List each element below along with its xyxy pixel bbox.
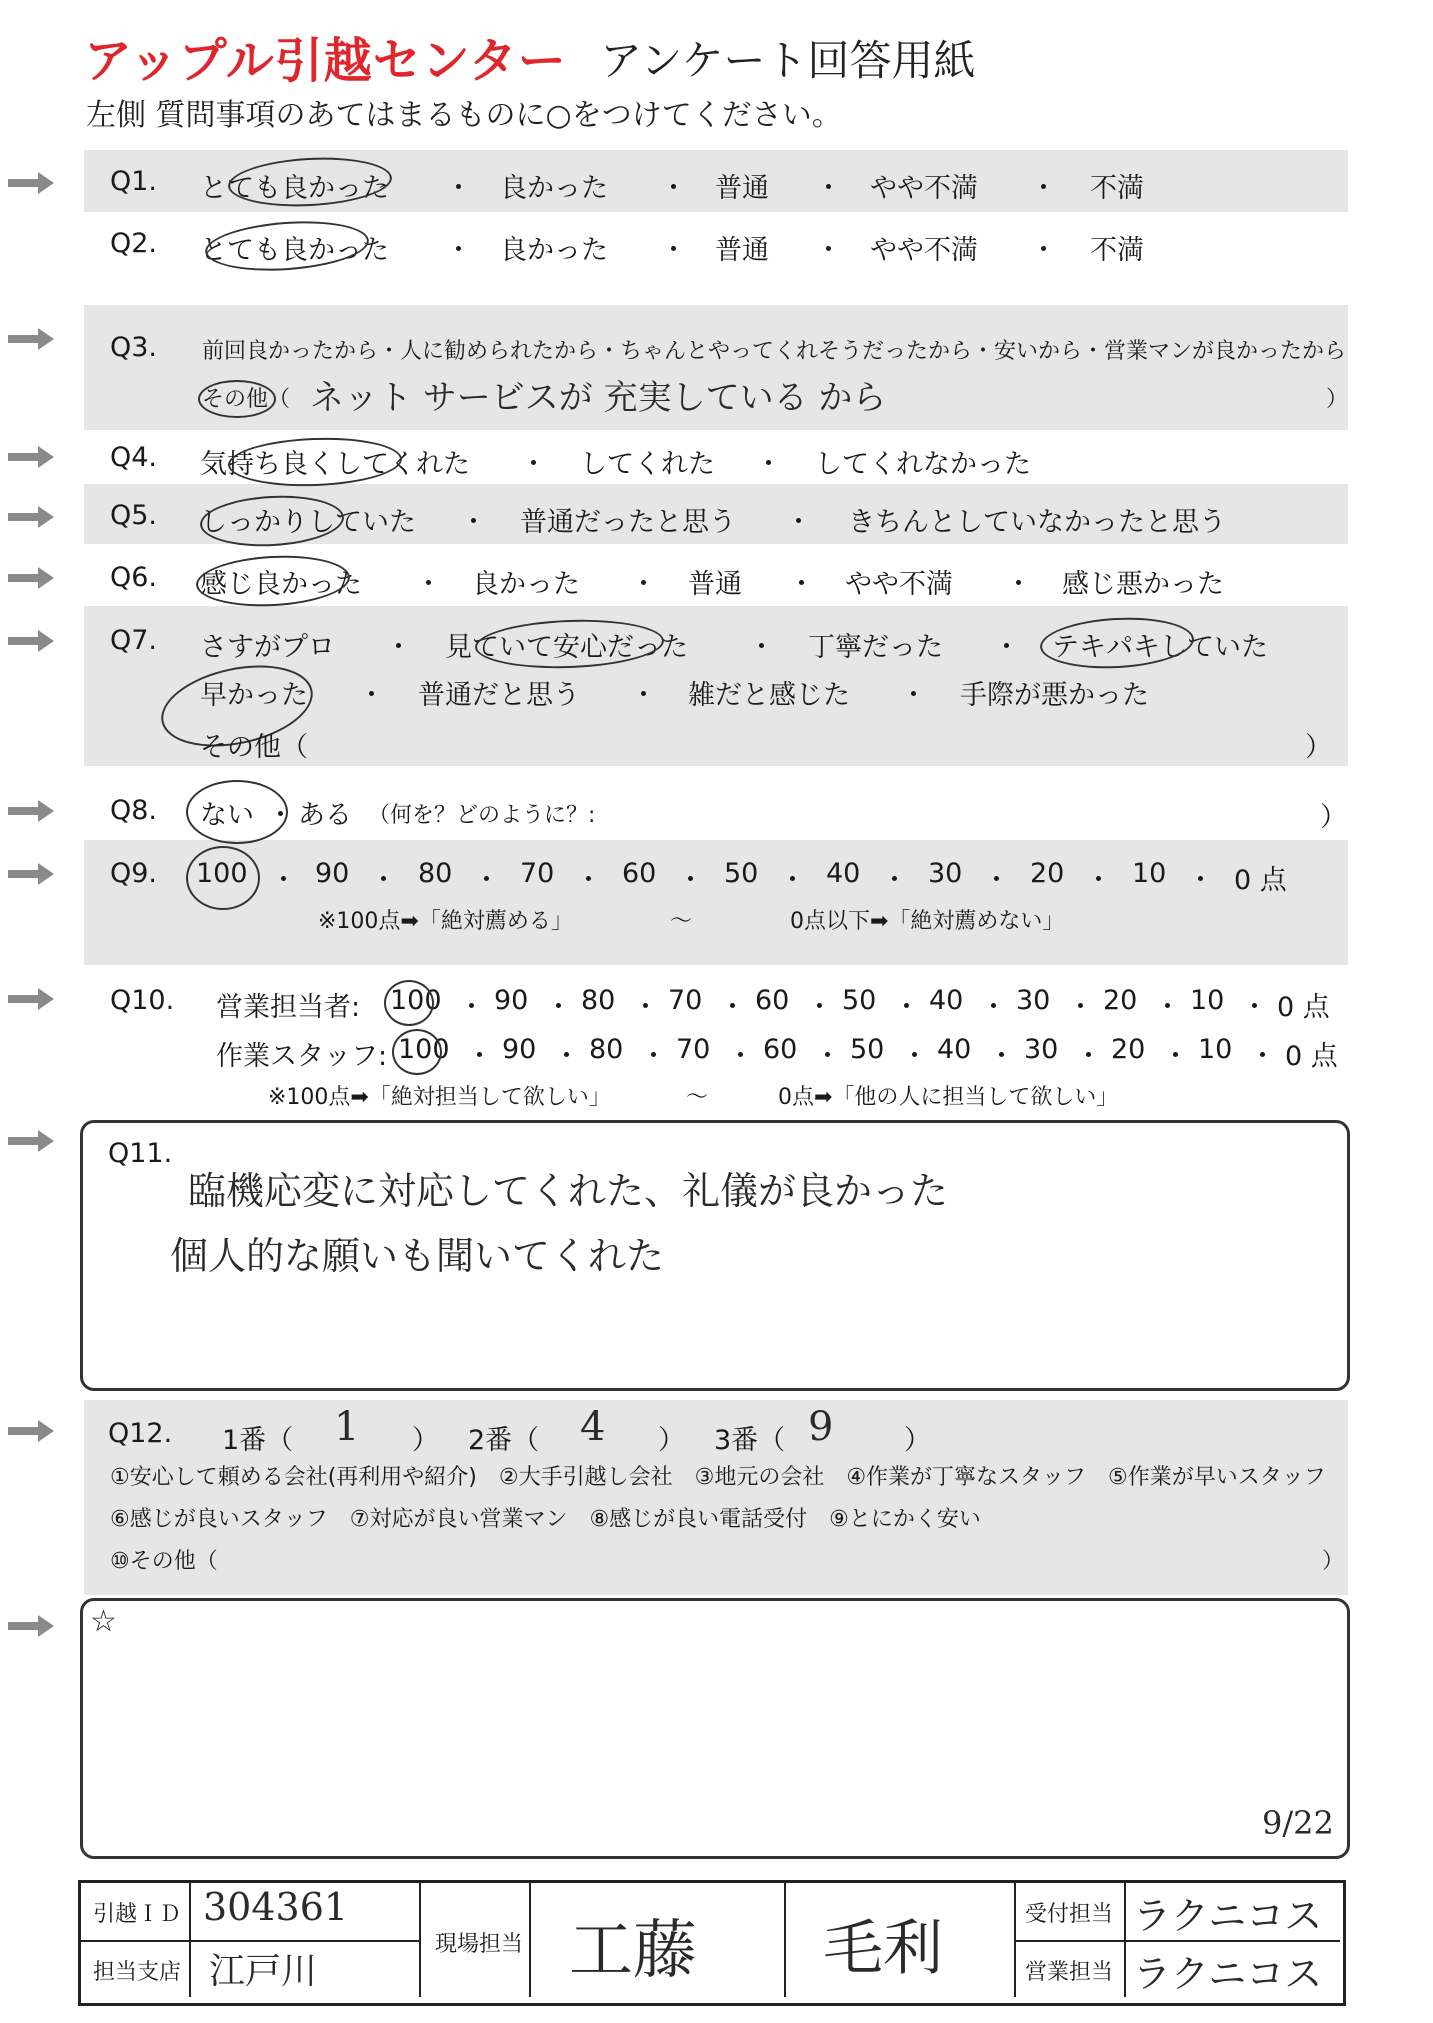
q9-score-10[interactable]: 10 [1132, 858, 1167, 889]
q10-sales-score-20[interactable]: 20 [1103, 985, 1138, 1016]
q12-label: Q12. [108, 1418, 173, 1449]
q10-sales-score-100[interactable]: 100 [390, 985, 442, 1016]
arrow-icon [8, 1130, 56, 1152]
q12-rank3-value[interactable]: 9 [808, 1404, 834, 1450]
q2-option-normal[interactable]: 普通 [715, 235, 769, 266]
q5-option-not-proper[interactable]: きちんとしていなかったと思う [848, 507, 1226, 538]
q10-sales-answer-circle [384, 980, 434, 1026]
q10-label: Q10. [110, 985, 175, 1016]
arrow-icon [8, 630, 56, 652]
arrow-icon [8, 988, 56, 1010]
q1-option-somewhat-unsatisfied[interactable]: やや不満 [870, 173, 978, 204]
q9-score-0[interactable]: 0 点 [1234, 865, 1287, 896]
q2-option-good[interactable]: 良かった [500, 235, 608, 266]
q7-option-sloppy[interactable]: 雑だと感じた [688, 680, 850, 711]
q7-option-polite[interactable]: 丁寧だった [808, 632, 943, 663]
date-handwritten: 9/22 [1262, 1804, 1334, 1842]
site-staff-label: 現場担当 [435, 1932, 524, 1957]
q6-option-very-good[interactable]: 感じ良かった [200, 569, 362, 600]
q12-choices-row3: ⑩その他（ [110, 1549, 218, 1574]
q10-sales-score-70[interactable]: 70 [668, 985, 703, 1016]
q6-option-good[interactable]: 良かった [472, 569, 580, 600]
q10-staff-score-40[interactable]: 40 [937, 1034, 972, 1065]
site-staff1-value: 工藤 [569, 1914, 697, 1988]
q10-sales-score-90[interactable]: 90 [494, 985, 529, 1016]
q9-label: Q9. [110, 858, 158, 889]
q10-note-right: 0点➡「他の人に担当して欲しい」 [778, 1085, 1119, 1110]
arrow-icon [8, 1615, 56, 1637]
q10-sales-score-10[interactable]: 10 [1190, 985, 1225, 1016]
q12-rank3-label: 3番（ [714, 1425, 786, 1456]
q9-score-90[interactable]: 90 [315, 858, 350, 889]
q10-staff-score-100[interactable]: 100 [398, 1034, 450, 1065]
q10-sales-score-30[interactable]: 30 [1016, 985, 1051, 1016]
q3-other-open[interactable]: その他（ [202, 387, 291, 412]
q8-detail-label[interactable]: （何を？どのように？: [368, 803, 596, 828]
q8-answer-circle [186, 780, 288, 844]
arrow-icon [8, 446, 56, 468]
q7-option-fast[interactable]: 早かった [200, 680, 308, 711]
arrow-icon [8, 328, 56, 350]
branch-label: 担当支店 [93, 1960, 182, 1985]
q7-option-reassuring[interactable]: 見ていて安心だった [445, 632, 688, 663]
q10-staff-score-70[interactable]: 70 [676, 1034, 711, 1065]
q11-handwritten-line1: 臨機応変に対応してくれた、礼儀が良かった [188, 1169, 949, 1213]
q6-option-somewhat-unsatisfied[interactable]: やや不満 [845, 569, 953, 600]
q8-option-yes[interactable]: ある [298, 800, 352, 831]
arrow-icon [8, 1420, 56, 1442]
reception-label: 受付担当 [1025, 1902, 1114, 1927]
q10-sales-score-50[interactable]: 50 [842, 985, 877, 1016]
q1-option-good[interactable]: 良かった [500, 173, 608, 204]
q4-option-very-kind[interactable]: 気持ち良くしてくれた [200, 449, 470, 480]
q3-other-handwritten: ネット サービスが 充実している から [310, 378, 887, 418]
q6-label: Q6. [110, 562, 158, 593]
q9-score-50[interactable]: 50 [724, 858, 759, 889]
q7-option-pro[interactable]: さすがプロ [200, 632, 335, 663]
q12-rank1-value[interactable]: 1 [334, 1404, 360, 1450]
q10-staff-score-50[interactable]: 50 [850, 1034, 885, 1065]
star-icon: ☆ [90, 1604, 117, 1639]
q9-score-30[interactable]: 30 [928, 858, 963, 889]
q10-sales-score-60[interactable]: 60 [755, 985, 790, 1016]
q9-score-70[interactable]: 70 [520, 858, 555, 889]
q9-note-left: ※100点➡「絶対薦める」 [318, 909, 573, 934]
q7-option-brisk[interactable]: テキパキしていた [1052, 632, 1268, 663]
q7-other-open[interactable]: その他（ [200, 732, 308, 763]
q9-score-40[interactable]: 40 [826, 858, 861, 889]
q6-answer-circle [195, 552, 351, 610]
q1-label: Q1. [110, 166, 158, 197]
comment-box[interactable] [80, 1598, 1350, 1859]
q9-score-80[interactable]: 80 [418, 858, 453, 889]
q9-note-right: 0点以下➡「絶対薦めない」 [790, 909, 1065, 934]
q7-label: Q7. [110, 625, 158, 656]
q3-reasons[interactable]: 前回良かったから・人に勧められたから・ちゃんとやってくれそうだったから・安いから・営業マンが良かったから [202, 339, 1347, 364]
arrow-icon [8, 506, 56, 528]
q3-label: Q3. [110, 332, 158, 363]
q10-staff-label: 作業スタッフ: [216, 1041, 388, 1072]
q8-option-no[interactable]: ない [200, 800, 254, 831]
q10-staff-score-90[interactable]: 90 [502, 1034, 537, 1065]
branch-value: 江戸川 [209, 1951, 318, 1992]
q12-rank1-label: 1番（ [222, 1425, 294, 1456]
q12-choices-row2: ⑥感じが良いスタッフ ⑦対応が良い営業マン ⑧感じが良い電話受付 ⑨とにかく安い [110, 1507, 981, 1532]
q10-sales-score-40[interactable]: 40 [929, 985, 964, 1016]
brand-title: アップル引越センター [84, 33, 567, 89]
q9-score-60[interactable]: 60 [622, 858, 657, 889]
q9-score-20[interactable]: 20 [1030, 858, 1065, 889]
form-subtitle: アンケート回答用紙 [600, 36, 976, 85]
q10-staff-score-0[interactable]: 0 点 [1285, 1041, 1338, 1072]
q10-staff-score-10[interactable]: 10 [1198, 1034, 1233, 1065]
q1-option-unsatisfied[interactable]: 不満 [1090, 173, 1144, 204]
q12-rank2-label: 2番（ [468, 1425, 540, 1456]
arrow-icon [8, 800, 56, 822]
arrow-icon [8, 863, 56, 885]
q1-option-very-good[interactable]: とても良かった [200, 173, 389, 204]
q2-label: Q2. [110, 228, 158, 259]
sales-value: ラクニコス [1133, 1952, 1323, 1996]
q10-staff-score-80[interactable]: 80 [589, 1034, 624, 1065]
move-id-label: 引越ＩＤ [93, 1902, 182, 1927]
q8-label: Q8. [110, 795, 158, 826]
arrow-icon [8, 172, 56, 194]
q3-answer-circle [198, 380, 276, 418]
site-staff2-value: 毛利 [823, 1914, 943, 1984]
q10-sales-label: 営業担当者: [216, 992, 361, 1023]
instruction-text: 左側 質問事項のあてはまるものに○をつけてください。 [86, 98, 842, 133]
q9-answer-circle [186, 846, 260, 910]
q4-label: Q4. [110, 442, 158, 473]
q9-score-100[interactable]: 100 [196, 858, 248, 889]
q5-option-solid[interactable]: しっかりしていた [200, 507, 416, 538]
q10-note-left: ※100点➡「絶対担当して欲しい」 [268, 1085, 611, 1110]
q2-option-unsatisfied[interactable]: 不満 [1090, 235, 1144, 266]
move-id-value: 304361 [203, 1885, 349, 1929]
q12-rank2-value[interactable]: 4 [580, 1404, 606, 1450]
q10-staff-score-60[interactable]: 60 [763, 1034, 798, 1065]
q2-option-very-good[interactable]: とても良かった [200, 235, 389, 266]
arrow-icon [8, 567, 56, 589]
reception-value: ラクニコス [1133, 1894, 1323, 1938]
q10-staff-answer-circle [392, 1029, 442, 1075]
q5-label: Q5. [110, 500, 158, 531]
q2-option-somewhat-unsatisfied[interactable]: やや不満 [870, 235, 978, 266]
q7-option-clumsy[interactable]: 手際が悪かった [960, 680, 1149, 711]
q10-sales-score-80[interactable]: 80 [581, 985, 616, 1016]
q4-option-did-not[interactable]: してくれなかった [815, 449, 1031, 480]
q12-choices-row1: ①安心して頼める会社(再利用や紹介) ②大手引越し会社 ③地元の会社 ④作業が丁寧なスタッフ ⑤作業が早いスタッフ [110, 1465, 1326, 1490]
q10-staff-score-30[interactable]: 30 [1024, 1034, 1059, 1065]
q4-option-did[interactable]: してくれた [580, 449, 715, 480]
q6-option-normal[interactable]: 普通 [688, 569, 742, 600]
q11-label: Q11. [108, 1138, 173, 1169]
footer-table [78, 1880, 1346, 2006]
q11-handwritten-line2: 個人的な願いも聞いてくれた [170, 1234, 665, 1278]
q5-option-normal[interactable]: 普通だったと思う [520, 507, 736, 538]
q10-staff-score-20[interactable]: 20 [1111, 1034, 1146, 1065]
q1-option-normal[interactable]: 普通 [715, 173, 769, 204]
sales-label: 営業担当 [1025, 1960, 1114, 1985]
q7-option-normal[interactable]: 普通だと思う [418, 680, 580, 711]
q10-sales-score-0[interactable]: 0 点 [1277, 992, 1330, 1023]
q6-option-bad[interactable]: 感じ悪かった [1062, 569, 1224, 600]
